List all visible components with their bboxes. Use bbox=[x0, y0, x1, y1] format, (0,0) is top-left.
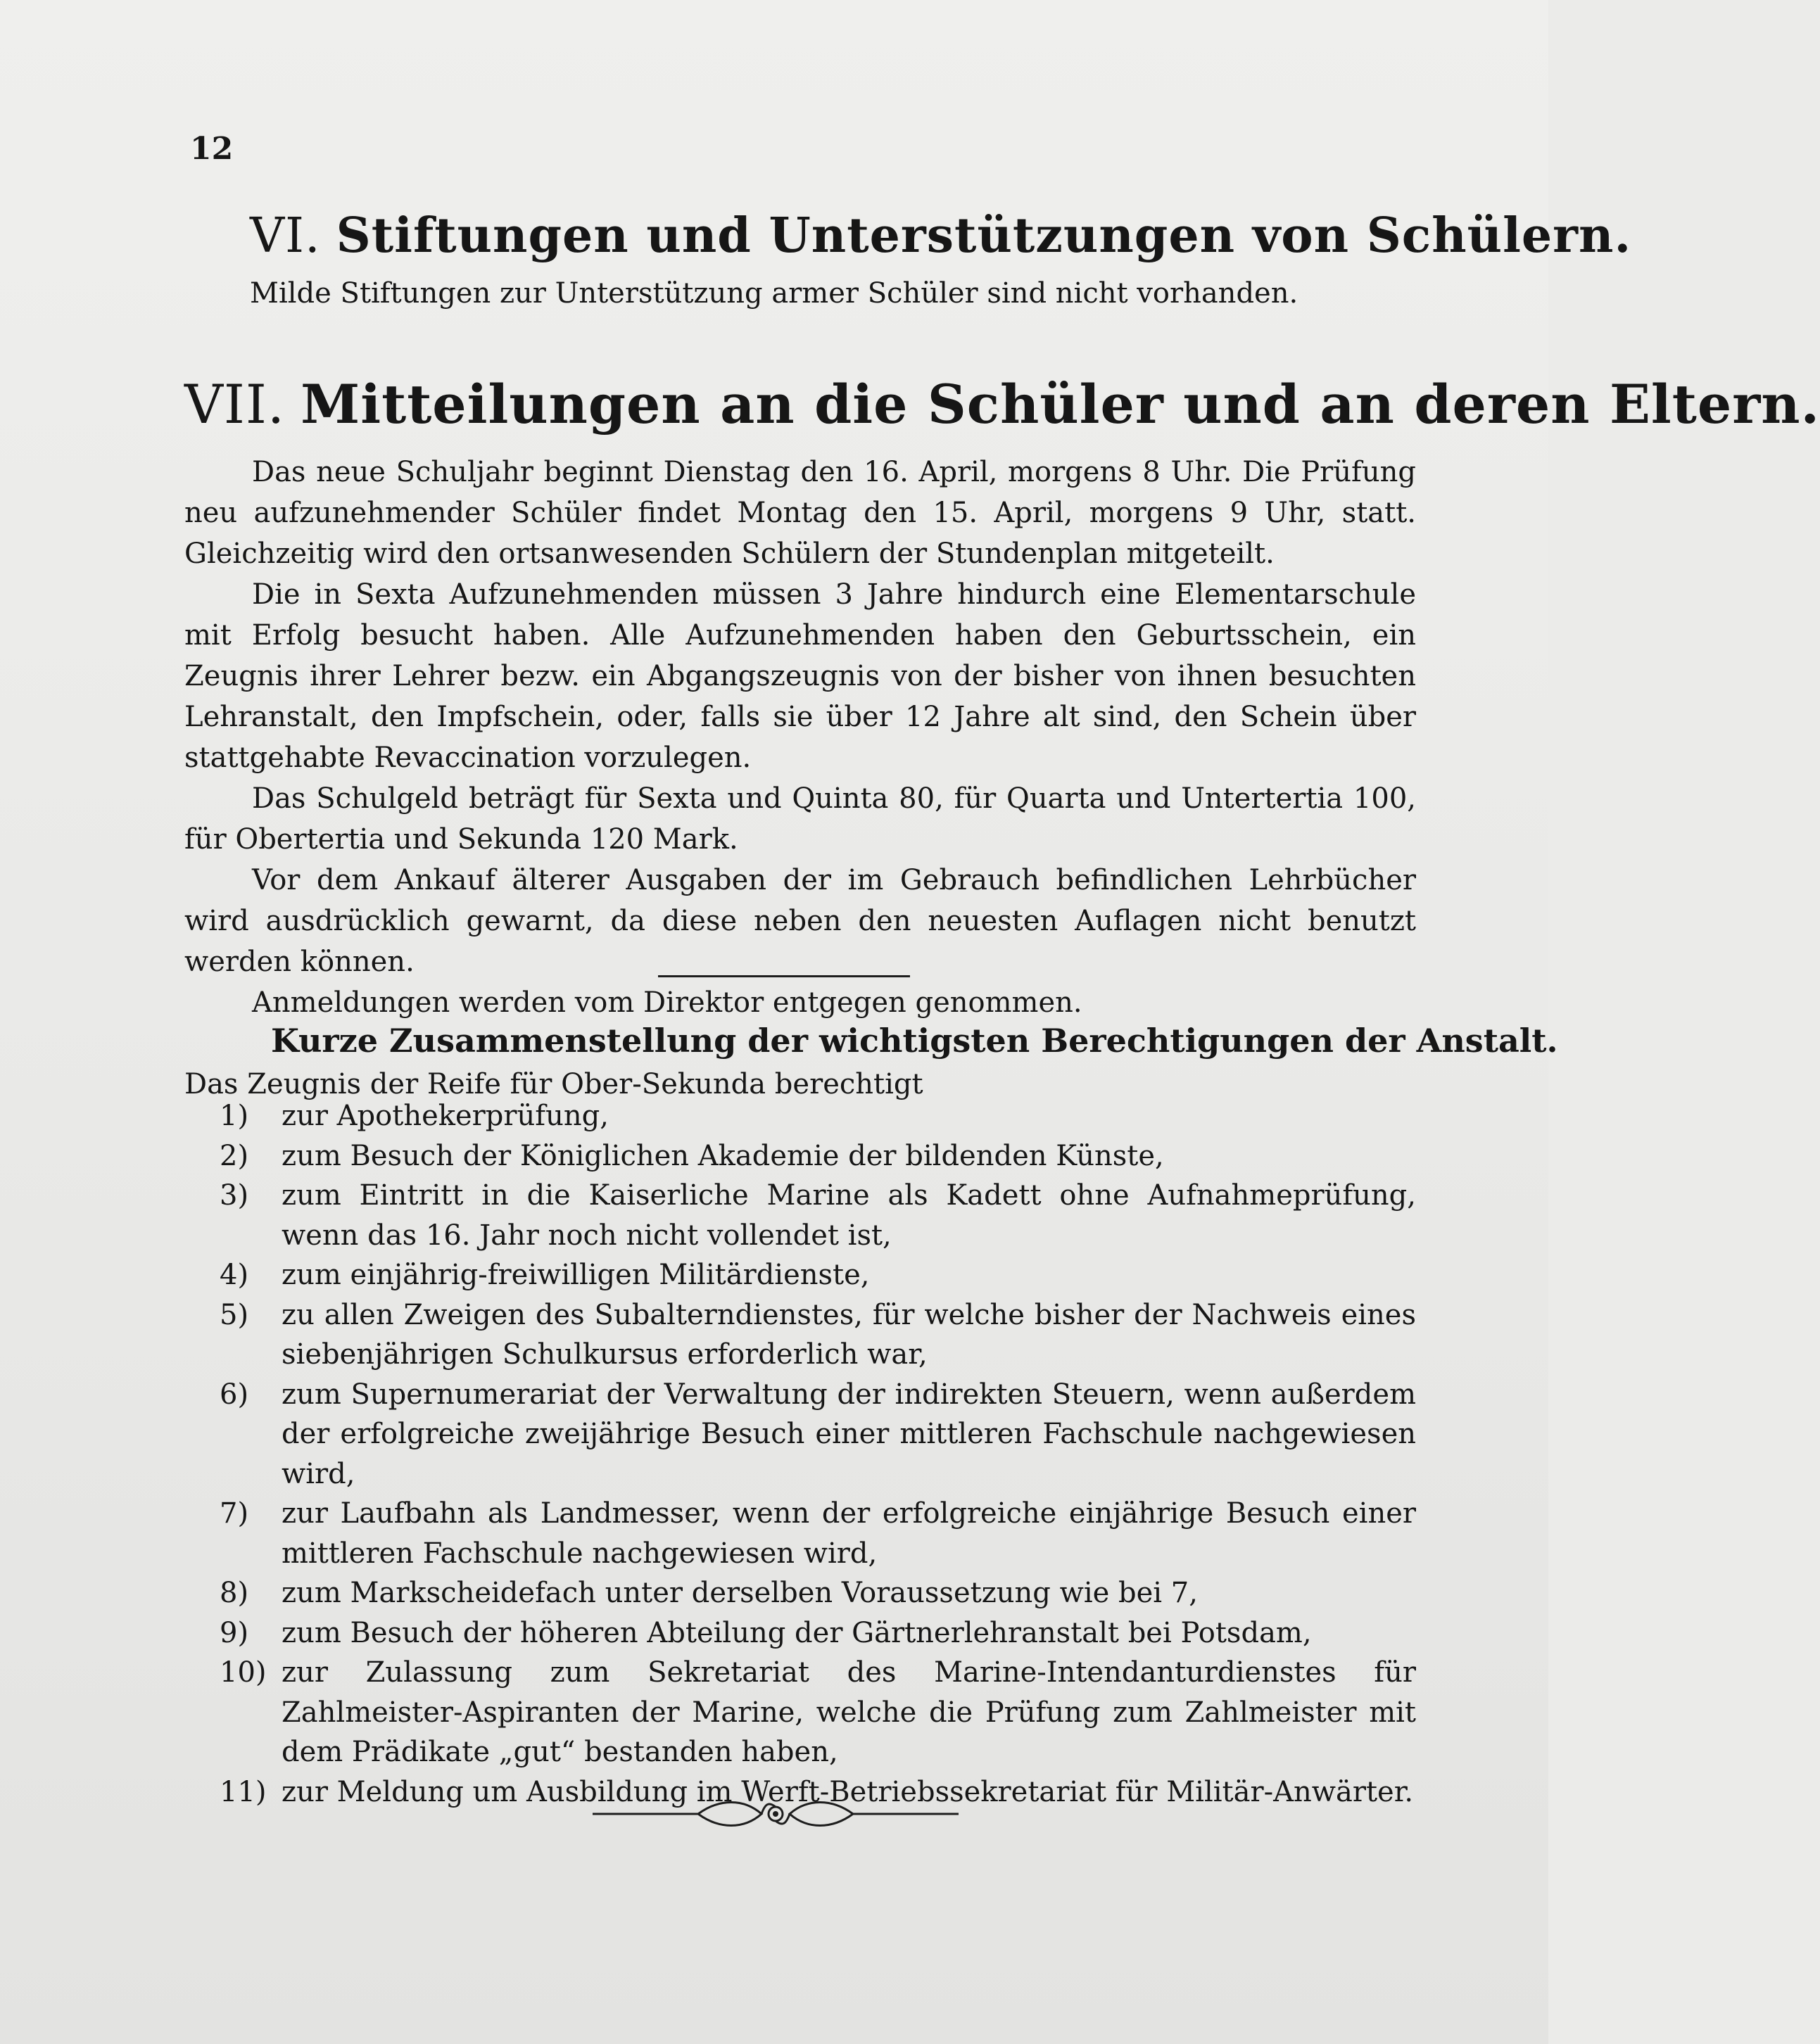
section-7-heading bbox=[184, 373, 1820, 436]
list-item-number: 6) bbox=[220, 1378, 249, 1411]
entitlements-list bbox=[184, 1096, 1416, 1812]
list-item bbox=[184, 1573, 1416, 1613]
section-divider bbox=[658, 975, 910, 977]
list-item-text: zum Eintritt in die Kaiserliche Marine als Kadett ohne Aufnahmeprüfung, wenn das 16. Jahr noch nicht vollendet ist, bbox=[282, 1179, 1416, 1252]
list-item-text: zum einjährig-freiwilligen Militärdienste, bbox=[282, 1259, 870, 1291]
list-item bbox=[184, 1255, 1416, 1295]
list-item-text: zur Laufbahn als Landmesser, wenn der erfolgreiche einjährige Besuch einer mittleren Fachschule nachgewiesen wird, bbox=[282, 1497, 1416, 1570]
paragraph-tuition: Das Schulgeld beträgt für Sexta und Quinta 80, für Quarta und Untertertia 100, für Obertertia und Sekunda 120 Mark. bbox=[184, 782, 1416, 856]
section-6-body bbox=[250, 273, 1481, 314]
list-item-number: 1) bbox=[220, 1100, 249, 1132]
list-item-number: 9) bbox=[220, 1616, 249, 1649]
section-7-body bbox=[184, 452, 1416, 1023]
paragraph-registration: Anmeldungen werden vom Direktor entgegen genommen. bbox=[252, 986, 1082, 1019]
list-item-text: zum Supernumerariat der Verwaltung der indirekten Steuern, wenn außerdem der erfolgreiche zweijährige Besuch einer mittleren Fachschule nachgewiesen wird, bbox=[282, 1378, 1416, 1490]
list-item-number: 7) bbox=[220, 1497, 249, 1530]
list-item bbox=[184, 1613, 1416, 1653]
paragraph-textbooks: Vor dem Ankauf älterer Ausgaben der im Gebrauch befindlichen Lehrbücher wird ausdrücklich gewarnt, da diese neben den neuesten Auflagen nicht benutzt werden können. bbox=[184, 864, 1416, 978]
list-item-text: zu allen Zweigen des Subalterndienstes, für welche bisher der Nachweis eines siebenjährigen Schulkursus erforderlich war, bbox=[282, 1298, 1416, 1371]
section-6-heading bbox=[250, 208, 1631, 264]
list-item-text: zur Meldung um Ausbildung im Werft-Betriebssekretariat für Militär-Anwärter. bbox=[282, 1775, 1414, 1808]
section-6-numeral: VI. bbox=[250, 208, 321, 264]
section-7-numeral: VII. bbox=[184, 373, 286, 436]
list-item-number: 8) bbox=[220, 1577, 249, 1609]
list-item-text: zur Apothekerprüfung, bbox=[282, 1100, 609, 1132]
list-item-text: zum Besuch der höheren Abteilung der Gärtnerlehranstalt bei Potsdam, bbox=[282, 1616, 1312, 1649]
list-item bbox=[184, 1096, 1416, 1136]
list-item bbox=[184, 1375, 1416, 1494]
paragraph-school-year: Das neue Schuljahr beginnt Dienstag den 16. April, morgens 8 Uhr. Die Prüfung neu aufzunehmender Schüler findet Montag den 15. April, morgens 9 Uhr, statt. Gleichzeitig wird den ortsanwesenden Schülern der Stundenplan mitgeteilt. bbox=[184, 456, 1416, 570]
list-item-number: 11) bbox=[220, 1775, 267, 1808]
ornament-divider bbox=[593, 1793, 959, 1835]
paragraph-admission: Die in Sexta Aufzunehmenden müssen 3 Jahre hindurch eine Elementarschule mit Erfolg besucht haben. Alle Aufzunehmenden haben den Geburtsschein, ein Zeugnis ihrer Lehrer bezw. ein Abgangszeugnis von der bisher von ihnen besuchten Lehranstalt, den Impfschein, oder, falls sie über 12 Jahre alt sind, den Schein über stattgehabte Revaccination vorzulegen. bbox=[184, 578, 1416, 774]
list-item bbox=[184, 1494, 1416, 1573]
list-item-number: 2) bbox=[220, 1139, 249, 1172]
list-item-text: zum Markscheidefach unter derselben Voraussetzung wie bei 7, bbox=[282, 1577, 1198, 1609]
list-item bbox=[184, 1295, 1416, 1375]
list-item-number: 3) bbox=[220, 1179, 249, 1212]
list-item-number: 10) bbox=[220, 1656, 267, 1689]
section-6-title: Stiftungen und Unterstützungen von Schülern. bbox=[336, 208, 1632, 264]
summary-title: Kurze Zusammenstellung der wichtigsten Berechtigungen der Anstalt. bbox=[271, 1022, 1558, 1060]
list-item bbox=[184, 1653, 1416, 1772]
list-item-number: 5) bbox=[220, 1298, 249, 1331]
list-item bbox=[184, 1136, 1416, 1176]
list-item-number: 4) bbox=[220, 1259, 249, 1291]
list-item bbox=[184, 1176, 1416, 1255]
list-item-text: zum Besuch der Königlichen Akademie der bildenden Künste, bbox=[282, 1139, 1164, 1172]
page-number: 12 bbox=[190, 131, 234, 167]
list-item-text: zur Zulassung zum Sekretariat des Marine-Intendanturdienstes für Zahlmeister-Aspiranten der Marine, welche die Prüfung zum Zahlmeister mit dem Prädikate „gut“ bestanden haben, bbox=[282, 1656, 1416, 1768]
section-7-title: Mitteilungen an die Schüler und an deren Eltern. bbox=[301, 373, 1820, 436]
summary-intro: Das Zeugnis der Reife für Ober-Sekunda berechtigt bbox=[184, 1068, 923, 1100]
section-6-text: Milde Stiftungen zur Unterstützung armer Schüler sind nicht vorhanden. bbox=[250, 277, 1298, 310]
